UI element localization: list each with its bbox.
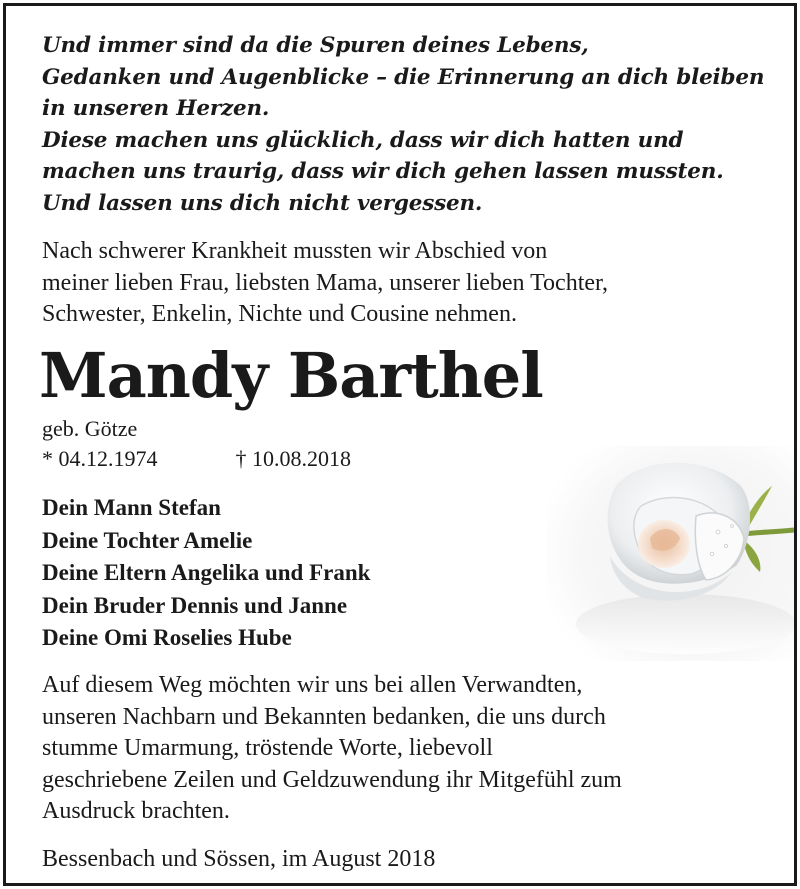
- announcement-line: meiner lieben Frau, liebsten Mama, unserer lieben Tochter,: [42, 269, 609, 296]
- verse-line: Gedanken und Augenblicke – die Erinnerung an dich bleiben: [42, 64, 765, 90]
- thanks-line: Ausdruck brachten.: [42, 798, 230, 824]
- mourner-item: Deine Tochter Amelie: [42, 527, 253, 553]
- announcement-text: [42, 236, 782, 331]
- verse-line: Diese machen uns glücklich, dass wir dich hatten und: [42, 127, 684, 153]
- announcement-line: Schwester, Enkelin, Nichte und Cousine nehmen.: [42, 301, 517, 327]
- deceased-name: Mandy Barthel: [39, 339, 543, 412]
- mourner-item: Deine Omi Roselies Hube: [42, 625, 292, 650]
- verse-line: in unseren Herzen.: [42, 96, 270, 121]
- thanks-line: geschriebene Zeilen und Geldzuwendung ihr Mitgefühl zum: [42, 766, 622, 793]
- mourner-item: Dein Mann Stefan: [42, 495, 221, 520]
- thanks-text: [42, 670, 782, 828]
- life-dates: [42, 444, 542, 474]
- memorial-verse: [42, 30, 782, 219]
- thanks-line: unseren Nachbarn und Bekannten bedanken, die uns durch: [42, 703, 606, 730]
- obituary-frame: [3, 3, 797, 886]
- death-date: † 10.08.2018: [235, 446, 351, 471]
- thanks-line: stumme Umarmung, tröstende Worte, liebevoll: [42, 735, 493, 761]
- thanks-line: Auf diesem Weg möchten wir uns bei allen Verwandten,: [42, 672, 583, 698]
- mourner-item: Dein Bruder Dennis und Janne: [42, 592, 348, 618]
- mourners-list: [42, 492, 562, 655]
- mourner-item: Deine Eltern Angelika und Frank: [42, 560, 371, 585]
- white-rose-icon: [546, 446, 794, 661]
- verse-line: machen uns traurig, dass wir dich gehen lassen mussten.: [42, 159, 724, 184]
- verse-line: Und immer sind da die Spuren deines Lebens,: [42, 33, 589, 58]
- maiden-name: geb. Götze: [42, 416, 138, 441]
- place-and-date: Bessenbach und Sössen, im August 2018: [42, 846, 436, 872]
- verse-line: Und lassen uns dich nicht vergessen.: [42, 190, 483, 216]
- announcement-line: Nach schwerer Krankheit mussten wir Abschied von: [42, 238, 548, 264]
- birth-date: * 04.12.1974: [42, 446, 158, 471]
